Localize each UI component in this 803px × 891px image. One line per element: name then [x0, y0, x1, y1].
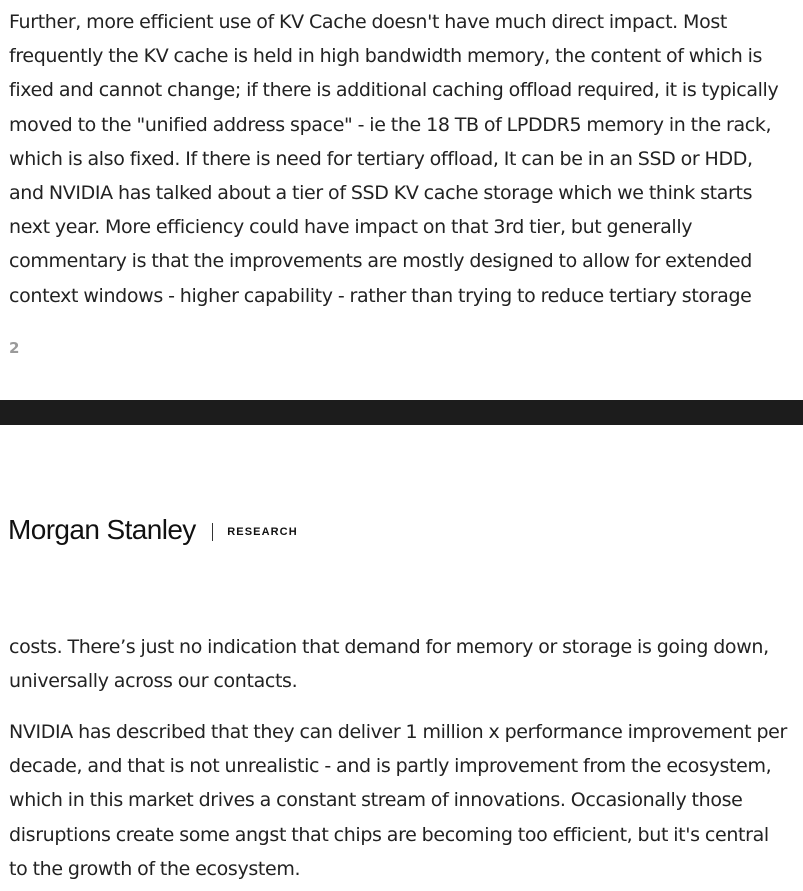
text-line: commentary is that the improvements are mostly designed to allow for extended [9, 250, 752, 273]
header-separator [212, 523, 214, 541]
page-number: 2 [9, 339, 20, 357]
text-line: which is also fixed. If there is need for tertiary offload, It can be in an SSD or HDD, [9, 147, 753, 170]
text-line: universally across our contacts. [9, 670, 298, 693]
paragraph-nvidia-performance [9, 715, 787, 886]
text-line: Further, more efficient use of KV Cache doesn't have much direct impact. Most [9, 11, 728, 33]
text-line: costs. There’s just no indication that demand for memory or storage is going down, [9, 636, 769, 658]
text-line: disruptions create some angst that chips are becoming too efficient, but it's central [9, 823, 769, 846]
paragraph-memory-demand [9, 630, 769, 698]
text-line: and NVIDIA has talked about a tier of SSD KV cache storage which we think starts [9, 182, 753, 205]
text-line: context windows - higher capability - rather than trying to reduce tertiary storage [9, 284, 752, 307]
paragraph-kv-cache [9, 5, 778, 313]
text-line: NVIDIA has described that they can deliver 1 million x performance improvement per [9, 721, 787, 743]
text-line: moved to the "unified address space" - ie the 18 TB of LPDDR5 memory in the rack, [9, 113, 772, 136]
text-line: which in this market drives a constant stream of innovations. Occasionally those [9, 789, 743, 812]
page-divider [0, 400, 803, 425]
morgan-stanley-logo: Morgan Stanley [8, 514, 196, 545]
header-section-label: RESEARCH [227, 525, 298, 538]
text-line: to the growth of the ecosystem. [9, 857, 301, 880]
text-line: decade, and that is not unrealistic - and is partly improvement from the ecosystem, [9, 755, 772, 778]
text-line: fixed and cannot change; if there is additional caching offload required, it is typically [9, 79, 779, 102]
text-line: next year. More efficiency could have impact on that 3rd tier, but generally [9, 216, 693, 239]
text-line: frequently the KV cache is held in high bandwidth memory, the content of which is [9, 45, 763, 68]
report-header [8, 512, 298, 548]
